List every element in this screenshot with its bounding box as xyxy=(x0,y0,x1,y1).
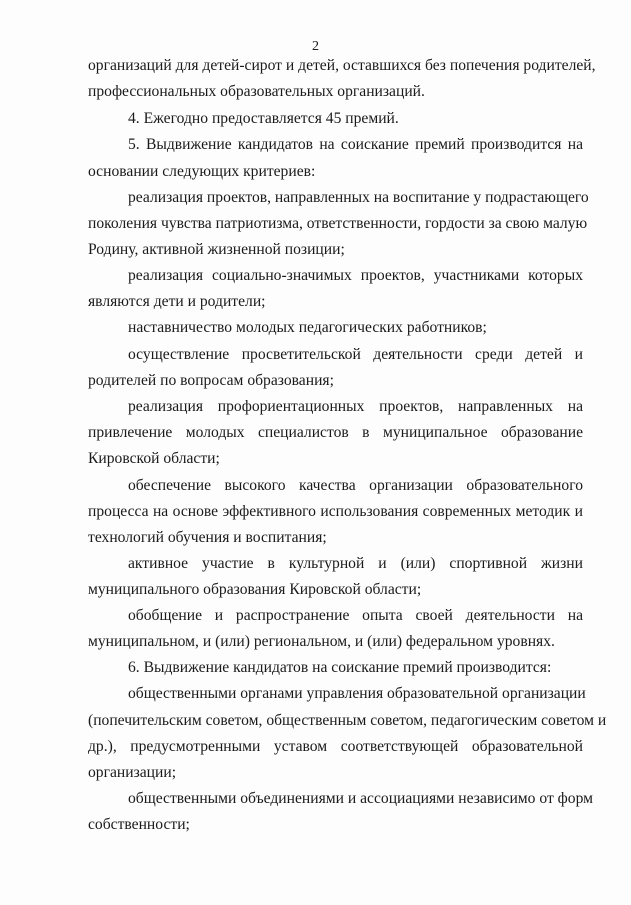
text-line: реализация проектов, направленных на воспитание у подрастающего xyxy=(128,189,589,206)
text-line: активное участие в культурной и (или) спортивной жизни xyxy=(128,555,583,572)
text-line: (попечительским советом, общественным советом, педагогическим советом и xyxy=(88,712,607,729)
text-line: 4. Ежегодно предоставляется 45 премий. xyxy=(128,110,399,127)
text-line: муниципальном, и (или) региональном, и (или) федеральном уровнях. xyxy=(88,633,555,650)
text-line: процесса на основе эффективного использования современных методик и xyxy=(88,503,583,520)
text-line: организации; xyxy=(88,764,177,781)
text-line: технологий обучения и воспитания; xyxy=(88,529,327,546)
text-line: общественными объединениями и ассоциациями независимо от форм xyxy=(128,790,593,807)
text-line: обобщение и распространение опыта своей деятельности на xyxy=(128,607,583,624)
text-line: организаций для детей-сирот и детей, оставшихся без попечения родителей, xyxy=(88,57,596,74)
text-line: общественными органами управления образовательной организации xyxy=(128,685,586,702)
text-line: собственности; xyxy=(88,816,190,833)
text-line: др.), предусмотренными уставом соответствующей образовательной xyxy=(88,738,583,755)
text-line: реализация социально-значимых проектов, участниками которых xyxy=(128,267,583,284)
text-line: основании следующих критериев: xyxy=(88,163,316,180)
text-line: являются дети и родители; xyxy=(88,293,266,310)
text-line: поколения чувства патриотизма, ответственности, гордости за свою малую xyxy=(88,215,588,232)
text-line: муниципального образования Кировской области; xyxy=(88,581,422,598)
text-line: профессиональных образовательных организаций. xyxy=(88,83,425,100)
text-line: наставничество молодых педагогических работников; xyxy=(128,319,487,336)
text-line: 5. Выдвижение кандидатов на соискание премий производится на xyxy=(128,136,583,153)
page-number: 2 xyxy=(312,39,319,54)
text-line: Кировской области; xyxy=(88,450,220,467)
text-line: Родину, активной жизненной позиции; xyxy=(88,241,345,258)
text-line: реализация профориентационных проектов, направленных на xyxy=(128,398,583,415)
text-line: родителей по вопросам образования; xyxy=(88,372,334,389)
text-line: привлечение молодых специалистов в муниципальное образование xyxy=(88,424,583,441)
text-line: 6. Выдвижение кандидатов на соискание премий производится: xyxy=(128,659,552,676)
text-line: осуществление просветительской деятельности среди детей и xyxy=(128,346,583,363)
text-line: обеспечение высокого качества организации образовательного xyxy=(128,477,583,494)
